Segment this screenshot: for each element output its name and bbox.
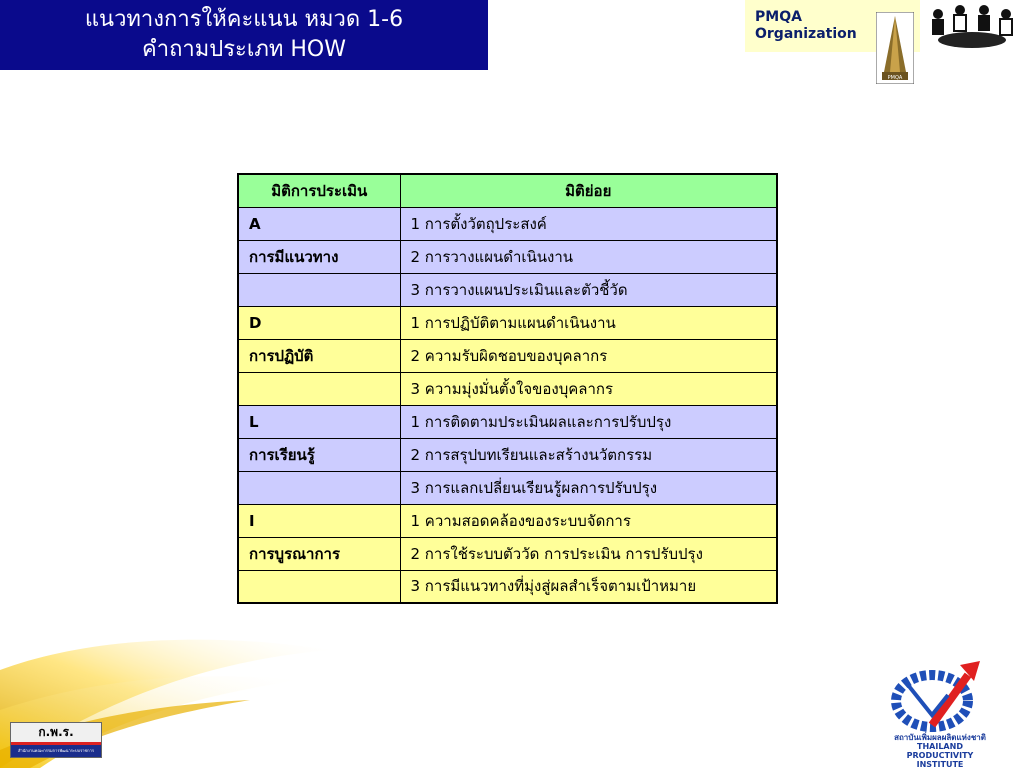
pmqa-emblem-icon [876,12,914,84]
sub-dimension-cell: 3 การวางแผนประเมินและตัวชี้วัด [400,273,777,306]
table-header-row [238,174,777,207]
dimension-cell: การมีแนวทาง [238,240,400,273]
table-row [238,372,777,405]
sub-dimension-cell: 2 การสรุปบทเรียนและสร้างนวัตกรรม [400,438,777,471]
dimension-cell: การปฏิบัติ [238,339,400,372]
pmqa-label [755,9,857,43]
sub-dimension-cell: 2 การวางแผนดำเนินงาน [400,240,777,273]
kpr-logo [10,722,102,758]
sub-dimension-cell: 2 การใช้ระบบตัววัด การประเมิน การปรับปรุง [400,537,777,570]
dimension-cell [238,570,400,603]
header-dimension: มิติการประเมิน [238,174,400,207]
dimension-cell: I [238,504,400,537]
scoring-table [237,173,778,604]
dimension-cell: A [238,207,400,240]
sub-dimension-cell: 1 ความสอดคล้องของระบบจัดการ [400,504,777,537]
sub-dimension-cell: 1 การปฏิบัติตามแผนดำเนินงาน [400,306,777,339]
table-row [238,570,777,603]
meeting-people-icon [920,0,1024,52]
dimension-cell [238,471,400,504]
sub-dimension-cell: 1 การตั้งวัตถุประสงค์ [400,207,777,240]
sub-dimension-cell: 2 ความรับผิดชอบของบุคลากร [400,339,777,372]
sub-dimension-cell: 3 การแลกเปลี่ยนเรียนรู้ผลการปรับปรุง [400,471,777,504]
dimension-cell: D [238,306,400,339]
emblem-label: PMQA [887,75,903,81]
table-row [238,471,777,504]
tpi-text-thai: สถาบันเพิ่มผลผลิตแห่งชาติ [894,733,986,742]
sub-dimension-cell: 3 การมีแนวทางที่มุ่งสู่ผลสำเร็จตามเป้าหมาย [400,570,777,603]
table-row [238,273,777,306]
tpi-logo-text [884,733,996,769]
tpi-text-english: THAILAND PRODUCTIVITY INSTITUTE [906,742,974,769]
dimension-cell: การบูรณาการ [238,537,400,570]
kpr-logo-subtext: สำนักงานคณะกรรมการพัฒนาระบบราชการ [11,745,101,757]
table-row [238,240,777,273]
dimension-cell [238,273,400,306]
sub-dimension-cell: 1 การติดตามประเมินผลและการปรับปรุง [400,405,777,438]
table-row [238,504,777,537]
dimension-cell: L [238,405,400,438]
tpi-logo-icon [888,655,992,735]
table-row [238,405,777,438]
table-row [238,306,777,339]
kpr-logo-text: ก.พ.ร. [11,723,101,742]
dimension-cell [238,372,400,405]
table-row [238,438,777,471]
title-banner [0,0,488,70]
slide-subtitle: คำถามประเภท HOW [142,37,346,62]
table-row [238,207,777,240]
slide-title: แนวทางการให้คะแนน หมวด 1-6 [84,7,404,32]
sub-dimension-cell: 3 ความมุ่งมั่นตั้งใจของบุคลากร [400,372,777,405]
table-row [238,537,777,570]
dimension-cell: การเรียนรู้ [238,438,400,471]
pmqa-label-line1: PMQA [755,9,802,25]
pmqa-label-line2: Organization [755,26,857,42]
table-row [238,339,777,372]
header-sub-dimension: มิติย่อย [400,174,777,207]
